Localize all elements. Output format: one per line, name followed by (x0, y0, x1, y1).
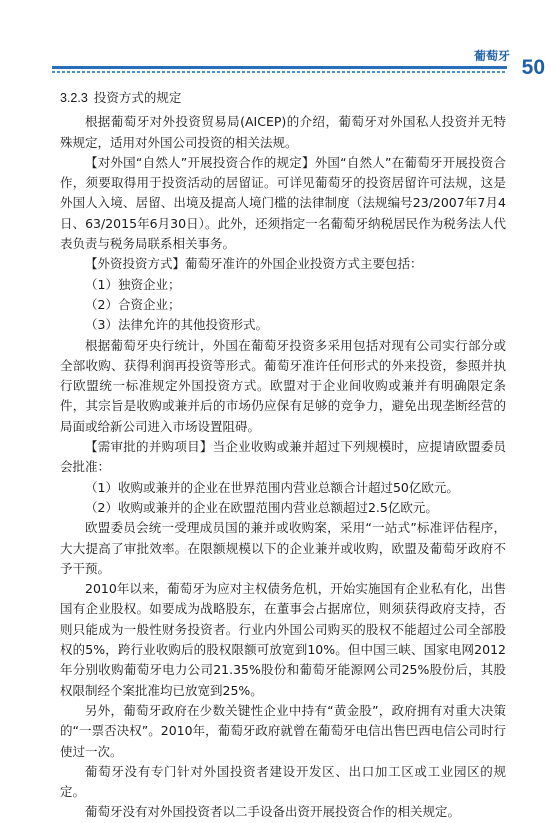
page-body (60, 88, 506, 823)
list-item: （1）独资企业； (85, 276, 181, 292)
section-heading (60, 88, 506, 108)
paragraph: 根据葡萄牙央行统计，外国在葡萄牙投资多采用包括对现有公司实行部分或全部收购、获得利润再投资等形式。葡萄牙准许任何形式的外来投资，参照并执行欧盟统一标准规定外国投资方式。欧盟对于企业间收购或兼并有明确限定条件，其宗旨是收购或兼并后的市场仍应保有足够的竞争力，避免出现垄断经营的局面或给新公司进入市场设置阻碍。 (60, 337, 506, 434)
paragraph: 根据葡萄牙对外投资贸易局(AICEP)的介绍，葡萄牙对外国私人投资并无特殊规定，适用对外国公司投资的相关法规。 (60, 114, 506, 150)
list-item: （3）法律允许的其他投资形式。 (85, 317, 268, 333)
paragraph: 【对外国“自然人”开展投资合作的规定】外国“自然人”在葡萄牙开展投资合作，须要取得用于投资活动的居留证。可详见葡萄牙的投资居留许可法规，这是外国人入境、居留、出境及提高人境门槛的法律制度（法规编号23/2007年7月4日、63/2015年6月30日）。此外，还须指定一名葡萄牙纳税居民作为税务法人代表负责与税务局联系相关事务。 (60, 154, 506, 252)
paragraph: 葡萄牙没有专门针对外国投资者建设开发区、出口加工区或工业园区的规定。 (60, 763, 506, 800)
header-rule (52, 66, 507, 69)
paragraph: 葡萄牙没有对外国投资者以二手设备出资开展投资合作的相关规定。 (85, 804, 461, 820)
paragraph: 2010年以来，葡萄牙为应对主权债务危机，开始实施国有企业私有化，出售国有企业股权。如要成为战略股东，在董事会占据席位，则须获得政府支持，否则只能成为一般性财务投资者。行业内外国公司购买的股权不能超过公司全部股权的5%，跨行业收购后的股权限额可放宽到10%。但中国三峡、国家电网2012年分别收购葡萄牙电力公司21.35%股份和葡萄牙能源网公司25%股份后，其股权限制经个案批准均已放宽到25%。 (60, 581, 506, 698)
list-item: （1）收购或兼并的企业在世界范围内营业总额合计超过50亿欧元。 (85, 479, 459, 495)
page-number: 50 (521, 56, 545, 79)
paragraph: 【需审批的并购项目】当企业收购或兼并超过下列规模时，应提请欧盟委员会批准： (60, 439, 506, 475)
section-title: 投资方式的规定 (93, 90, 182, 105)
paragraph: 欧盟委员会统一受理成员国的兼并或收购案，采用“一站式”标准评估程序，大大提高了审批效率。在限额规模以下的企业兼并或收购，欧盟及葡萄牙政府不予干预。 (60, 520, 506, 576)
running-header-country: 葡萄牙 (473, 49, 510, 63)
list-item: （2）收购或兼并的企业在欧盟范围内营业总额超过2.5亿欧元。 (85, 499, 438, 515)
paragraph: 【外资投资方式】葡萄牙准许的外国企业投资方式主要包括： (85, 256, 423, 272)
header-dotted-rule (52, 71, 507, 73)
section-number: 3.2.3 (60, 91, 88, 105)
list-item: （2）合资企业； (85, 296, 181, 312)
page-header (0, 0, 559, 86)
paragraph: 另外，葡萄牙政府在少数关键性企业中持有“黄金股”，政府拥有对重大决策的“一票否决权”。2010年，葡萄牙政府就曾在葡萄牙电信出售巴西电信公司时行使过一次。 (60, 702, 506, 759)
